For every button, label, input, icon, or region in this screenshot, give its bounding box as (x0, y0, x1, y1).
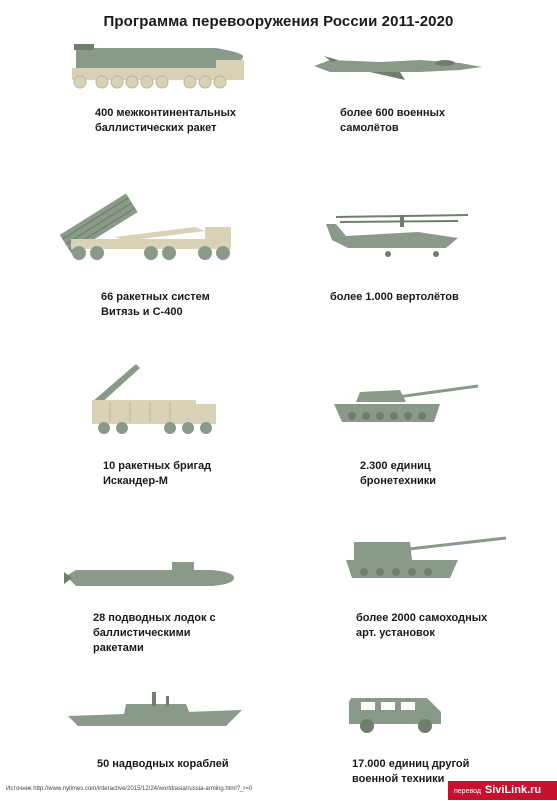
warship-icon (66, 690, 244, 730)
submarine-icon (62, 558, 238, 588)
caption-submarines: 28 подводных лодок с баллистическими ракетами (93, 612, 216, 654)
caption-icbm: 400 межконтинентальных баллистических ракет (95, 107, 237, 134)
caption-other-vehicles: 17.000 единиц другой военной техники (352, 758, 470, 785)
iskander-launcher-icon (84, 362, 224, 436)
caption-jets: более 600 военных самолётов (340, 107, 446, 134)
badge-prefix: перевод (454, 788, 481, 795)
caption-ships: 50 надводных кораблей (97, 758, 229, 770)
caption-helicopters: более 1.000 вертолётов (330, 291, 459, 303)
caption-s400: 66 ракетных систем Витязь и С-400 (101, 291, 210, 318)
source-note: Источник http://www.nytimes.com/interactive/2015/12/24/world/asia/russia-arming.html?_r=0 (6, 786, 253, 792)
fighter-jet-icon (310, 52, 485, 82)
caption-iskander: 10 ракетных бригад Искандер-М (103, 460, 212, 487)
helicopter-icon (318, 210, 478, 260)
page-title: Программа перевооружения России 2011-2020 (103, 13, 454, 30)
armored-vehicle-icon (345, 688, 447, 734)
tank-icon (330, 378, 480, 426)
icbm-launcher-icon (66, 38, 256, 90)
badge-brand: SiviLink.ru (484, 784, 542, 796)
self-propelled-artillery-icon (340, 534, 508, 582)
missile-system-truck-icon (55, 187, 240, 265)
translation-badge[interactable] (448, 781, 557, 800)
caption-tanks: 2.300 единиц бронетехники (360, 460, 437, 487)
caption-artillery: более 2000 самоходных арт. установок (356, 612, 488, 639)
